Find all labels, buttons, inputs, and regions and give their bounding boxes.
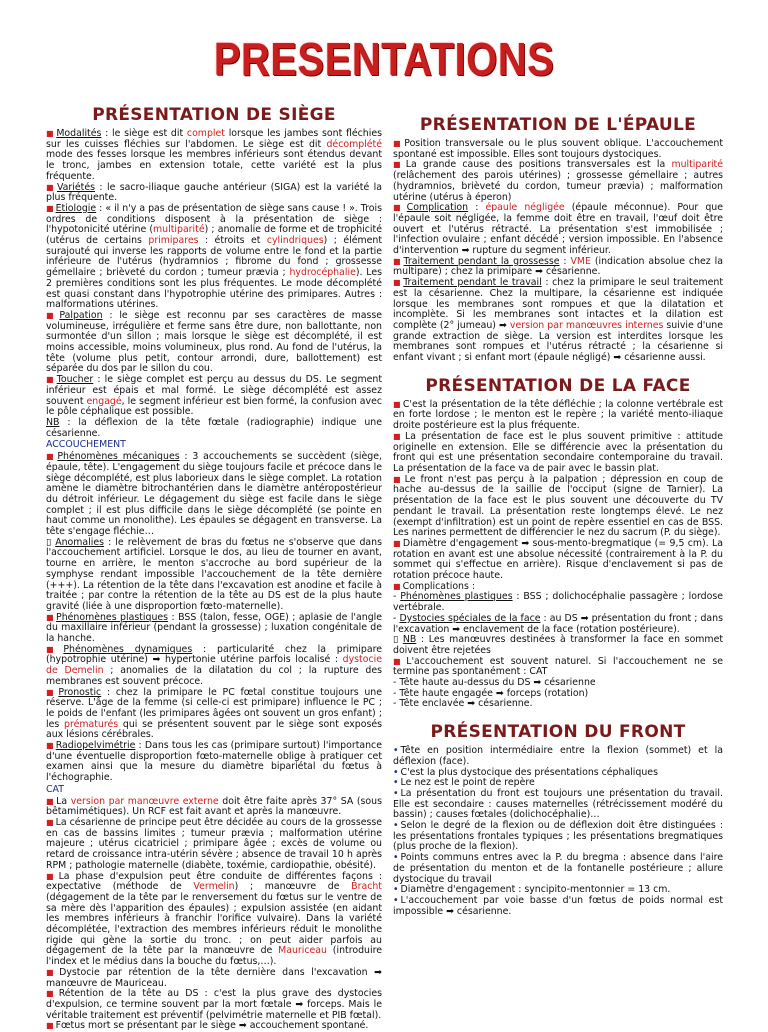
heading-siege: PRÉSENTATION DE SIÈGE bbox=[92, 105, 336, 125]
square-bullet-icon: ■ bbox=[46, 612, 55, 622]
square-bullet-icon: ■ bbox=[393, 399, 401, 409]
list-item-front: • Diamètre d'engagement : syncipito-mentonnier = 13 cm. bbox=[393, 884, 671, 896]
square-bullet-icon: ■ bbox=[393, 203, 405, 213]
paragraph-face-dystocies: - Dystocies spéciales de la face : au DS ➡ présentation du front ; dans l'excavation ➡ enclavement de la face (rotation postérieure). bbox=[393, 612, 723, 635]
square-bullet-icon: ■ bbox=[393, 256, 402, 266]
square-bullet-icon: ■ bbox=[46, 741, 54, 751]
square-bullet-icon: ■ bbox=[393, 278, 402, 288]
paragraph-face-palpation: ■ Le front n'est pas perçu à la palpation ; dépression en coup de hache au-dessus de la saillie de l'occiput (signe de Tarnier). La présentation de la face est le plus souvent une découverte du TV pendant le travail. La présentation reste longtemps élevé. Le nez (exempt d'infiltration) est un point de repère essentiel en cas de BSS. Les narines permettent de différencier le nez du sacrum (P. du siège). bbox=[393, 473, 723, 539]
bullet-dot-icon: • bbox=[393, 777, 399, 789]
list-item-face-2: - Tête haute engagée ➡ forceps (rotation) bbox=[393, 687, 589, 699]
paragraph-epaule-complication: ■ Complication : épaule négligée (épaule méconnue). Pour que l'épaule soit négligée, la femme doit être en travail, l'œuf doit être ouvert et l'utérus rétracté. La présentation s'est immobilisée ; l'infection ovulaire ; enfant décédé ; version impossible. En l'absence d'intervention ➡ rupture du segment inférieur. bbox=[393, 202, 724, 257]
paragraph-epaule-grossesse: ■ Traitement pendant la grossesse : VME (indication absolue chez la multipare) ; chez la primipare ➡ césarienne. bbox=[393, 255, 723, 278]
heading-face: PRÉSENTATION DE LA FACE bbox=[425, 375, 691, 396]
list-item-face-1: - Tête haute au-dessus du DS ➡ césarienne bbox=[393, 677, 596, 689]
paragraph-cat-cesarienne: ■ La césarienne de principe peut être décidée au cours de la grossesse en cas de bassins limites ; tumeur prævia ; malformation utérine majeure ; utérus cicatriciel ; primipare âgée ; excès de volume ou retard de croissance intra-utérin sévère ; absence de travail 10 h après RPM ; pathologie maternelle (diabète, toxémie, cardiopathie, obésité). bbox=[46, 817, 383, 871]
list-item-front: • La présentation du front est toujours une présentation du travail. Elle est secondaire : causes maternelles (rétrécissement modéré du bassin) ; causes fœtales (dolichocéphalie)… bbox=[393, 787, 723, 821]
paragraph-cat-dystocie: ■ Dystocie par rétention de la tête dernière dans l'excavation ➡ manœuvre de Mauriceau. bbox=[46, 966, 382, 989]
paragraph-etiologie: ■ Etiologie : « il n'y a pas de présentation de siège sans cause ! ». Trois ordres de conditions disposent à la présentation de siège : l'hypotonicité utérine (multiparité) ; anomalie de forme et de trophicité (utérus de certains primipares : étroits et cylindriques) ; élément surajouté qui inverse les rapports de volume entre le fond et la partie inférieure de l'utérus (hydramnios ; fibrome du fond ; grossesse gémellaire ; brièveté du cordon ; tumeur prævia ; hydrocéphalie). Les 2 premières conditions sont les plus fréquentes. Le mode décomplété est quasi constant dans l'hypotrophie utérine des primipares. Autres : malformations utérines. bbox=[46, 202, 383, 311]
paragraph-radiopelvimetrie: ■ Radiopelvimétrie : Dans tous les cas (primipare surtout) l'importance d'une éventuelle disproportion fœto-maternelle oblige à pratiquer cet examen ainsi que la mesure du diamètre bipariétal du fœtus à l'échographie. bbox=[46, 740, 382, 784]
list-item-front: • Tête en position intermédiaire entre la flexion (sommet) et la déflexion (face). bbox=[393, 745, 723, 767]
paragraph-varietes: ■ Variétés : le sacro-iliaque gauche antérieur (SIGA) est la variété la plus fréquente. bbox=[46, 181, 382, 204]
paragraph-cat-retention: ■ Rétention de la tête au DS : c'est la plus grave des dystocies d'expulsion, ce termine souvent par la mort fœtale ➡ forceps. Mais le véritable traitement est préventif (pelvimétrie maternelle et PIB fœtal). bbox=[46, 988, 382, 1021]
paragraph-face-complications: ■ Complications : bbox=[393, 580, 476, 592]
list-item-front: • Le nez est le point de repère bbox=[393, 777, 535, 789]
bullet-dot-icon: • bbox=[393, 766, 399, 778]
hollow-square-icon: ▯ bbox=[46, 536, 56, 548]
square-bullet-icon: ■ bbox=[393, 656, 405, 666]
list-item-face-3: - Tête enclavée ➡ césarienne. bbox=[393, 698, 533, 710]
square-bullet-icon: ■ bbox=[393, 160, 404, 170]
paragraph-face-primitive: ■ La présentation de face est le plus souvent primitive : attitude originelle en extension. Elle se différencie avec la présentation du front qui est une présentation secondaire contemporaine du travail. La présentation de la face va de pair avec le bassin plat. bbox=[393, 430, 724, 474]
square-bullet-icon: ■ bbox=[46, 818, 54, 827]
square-bullet-icon: ■ bbox=[393, 139, 403, 148]
paragraph-cat-foetus-mort: ■ Fœtus mort se présentant par le siège ➡ accouchement spontané. bbox=[46, 1020, 369, 1032]
paragraph-cat-expulsion: ■ La phase d'expulsion peut être conduite de différentes façons : expectative (méthode de Vermelin) ; manœuvre de Bracht (dégagement de la tête par le renversement du fœtus sur le ventre de sa mère dès l'apparition des épaules) ; expulsion assistée (en aidant les membres inférieurs à franchir l'orifice vulvaire). Dans la variété décomplétée, l'extraction des membres inférieurs réduit le monolithe rigide qui gène la sortie du tronc. ; on peut aider parfois au dégagement de la tête par la manœuvre de Mauriceau (introduire l'index et le médius dans la bouche du fœtus,…). bbox=[46, 870, 383, 968]
column-siege bbox=[46, 105, 382, 1032]
square-bullet-icon: ■ bbox=[393, 431, 404, 441]
paragraph-face-plastiques: - Phénomènes plastiques : BSS ; dolichocéphalie passagère ; lordose vertébrale. bbox=[393, 591, 723, 614]
square-bullet-icon: ■ bbox=[46, 967, 58, 977]
bullet-dot-icon: • bbox=[393, 895, 399, 906]
list-item-front: • L'accouchement par voie basse d'un fœtus de poids normal est impossible ➡ césarienne. bbox=[393, 895, 723, 917]
paragraph-face-definition: ■ C'est la présentation de la tête défléchie ; la colonne vertébrale est en forte lordose ; le menton est le repère ; la variété mento-iliaque droite postérieure est la plus fréquente. bbox=[393, 398, 724, 432]
square-bullet-icon: ■ bbox=[46, 182, 55, 192]
square-bullet-icon: ■ bbox=[46, 310, 58, 320]
square-bullet-icon: ■ bbox=[46, 375, 55, 385]
bullet-dot-icon: • bbox=[393, 884, 399, 896]
square-bullet-icon: ■ bbox=[46, 796, 55, 806]
paragraph-anomalies: ▯ Anomalies : le relèvement de bras du fœtus ne s'observe que dans l'accouchement artificiel. Lorsque le dos, au lieu de tourner en avant, tourne en arrière, le menton s'accroche au bord supérieur de la symphyse rendant impossible l'accouchement de la tête dernière (+++). La rétention de la tête dans l'excavation est anodine et facile à traitée ; par contre la rétention de la tête au DS est de la plus haute gravité (liée à une disproportion fœto-maternelle). bbox=[46, 536, 382, 612]
paragraph-face-accouchement: ■ L'accouchement est souvent naturel. Si l'accouchement ne se termine pas spontanément : CAT bbox=[393, 655, 723, 678]
bullet-dot-icon: • bbox=[393, 787, 399, 799]
bullet-dot-icon: • bbox=[393, 852, 399, 864]
square-bullet-icon: ■ bbox=[393, 581, 401, 591]
paragraph-epaule-travail: ■ Traitement pendant le travail : chez la primipare le seul traitement est la césarienne. Chez la multipare, la césarienne est indiquée lorsque les membranes sont rompues et que la dilatation et incomplète. Si les membranes sont intactes et la dilation est complète (2° jumeau) ➡ version par manœuvres internes suivie d'une grande extraction de siège. La version est interdites lorsque les membranes sont rompues et l'utérus rétracté ; la césarienne si enfant vivant ; si enfant mort (épaule négligé) ➡ césarienne aussi. bbox=[393, 277, 724, 364]
paragraph-face-diametre: ■ Diamètre d'engagement ➡ sous-mento-bregmatique (= 9,5 cm). La rotation en avant est une absolue nécessité (contrairement à la P. du sommet qui s'effectue en arrière). Risque d'enclavement si pas de rotation précoce haute. bbox=[393, 537, 723, 582]
list-item-front: • Points communs entres avec la P. du bregma : absence dans l'aire de présentation du menton et de la fontanelle postérieure ; allure dystocique du travail bbox=[393, 852, 723, 885]
paragraph-nb-siege: NB : la déflexion de la tête fœtale (radiographie) indique une césarienne. bbox=[46, 416, 382, 439]
paragraph-mecaniques: ■ Phénomènes mécaniques : 3 accouchements se succèdent (siège, épaule, tête). L'engagement du siège toujours facile et précoce dans le siège décomplété, est plus laborieux dans le siège complet. La rotation amène le diamètre bitrochantérien dans le diamètre antéropostérieur du détroit inférieur. Le dégagement du siège est facile dans le siège complet ; il est plus difficile dans le siège décomplété (se pointe en haut comme un monolithe). Les épaules se dégagent en transverse. La tête s'engage fléchie… bbox=[46, 451, 383, 538]
paragraph-plastiques: ■ Phénomènes plastiques : BSS (talon, fesse, OGE) ; aplasie de l'angle du maxillaire inférieur (pendant la grossesse) ; luxation congénitale de la hanche. bbox=[46, 611, 383, 645]
square-bullet-icon: ■ bbox=[46, 203, 54, 213]
column-right bbox=[393, 115, 723, 917]
square-bullet-icon: ■ bbox=[46, 989, 57, 999]
paragraph-dynamiques: ■ Phénomènes dynamiques : particularité chez la primipare (hypotrophie utérine) ➡ hypertonie utérine parfois localisé : dystocie de Demelin ; anomalies de la dilatation du col ; la rupture des membranes est souvent précoce. bbox=[46, 643, 383, 687]
list-item-front: • C'est la plus dystocique des présentations céphaliques bbox=[393, 766, 658, 778]
paragraph-face-nb: ▯ NB : Les manœuvres destinées à transformer la face en sommet doivent être rejetées bbox=[393, 634, 724, 656]
hollow-square-icon: ▯ bbox=[393, 634, 403, 646]
subheading-cat: CAT bbox=[46, 783, 64, 795]
bullet-dot-icon: • bbox=[393, 745, 399, 757]
paragraph-palpation: ■ Palpation : le siège est reconnu par ses caractères de masse volumineuse, irrégulière et ferme sans être dure, non ballottante, non surmontée d'un sillon ; mais lorsque le siège est décomplété, il est moins accessible, moins volumineux, plus rond. Au fond de l'utérus, la tête (volume plus petit, contour arrondi, dure, ballottement) est séparée du dos par le sillon du cou. bbox=[46, 309, 382, 375]
square-bullet-icon: ■ bbox=[393, 474, 403, 484]
paragraph-epaule-position: ■ Position transversale ou le plus souvent oblique. L'accouchement spontané est impossible. Elles sont toujours dystociques. bbox=[393, 138, 724, 160]
list-item-front: • Selon le degré de la flexion ou de déflexion doit être distinguées : les présentations frontales typiques ; les présentations bregmatiques (plus proche de la flexion). bbox=[393, 820, 723, 853]
paragraph-epaule-cause: ■ La grande cause des positions transversales est la multiparité (relâchement des parois utérines) ; grossesse gémellaire ; autres (hydramnios, brièveté du cordon, tumeur prævia) ; malformation utérine (utérus à éperon) bbox=[393, 159, 723, 203]
paragraph-cat-version: ■ La version par manœuvre externe doit être faite après 37° SA (sous bêtamimétiques). Un RCF est fait avant et après la manœuvre. bbox=[46, 795, 382, 818]
square-bullet-icon: ■ bbox=[46, 452, 56, 462]
square-bullet-icon: ■ bbox=[46, 871, 57, 881]
page-title: PRESENTATIONS bbox=[213, 34, 555, 86]
paragraph-toucher: ■ Toucher : le siège complet est perçu au dessus du DS. Le segment inférieur est épais et mal formé. Le siège décomplété est assez souvent engagé, le segment inférieur est bien formé, la confusion avec le pôle céphalique est possible. bbox=[46, 374, 383, 418]
bullet-dot-icon: • bbox=[393, 820, 399, 832]
heading-front: PRÉSENTATION DU FRONT bbox=[430, 722, 686, 743]
paragraph-pronostic: ■ Pronostic : chez la primipare le PC fœtal constitue toujours une réserve. L'âge de la femme (si celle-ci est primipare) influence le PC ; le poids de l'enfant (les primipares âgées ont souvent un gros enfant) ; les prématurés qui se présentent souvent par le siège sont exposés aux lésions cérébrales. bbox=[46, 686, 383, 741]
square-bullet-icon: ■ bbox=[46, 687, 57, 697]
square-bullet-icon: ■ bbox=[46, 1021, 54, 1031]
square-bullet-icon: ■ bbox=[46, 129, 55, 138]
heading-epaule: PRÉSENTATION DE L'ÉPAULE bbox=[419, 115, 697, 135]
square-bullet-icon: ■ bbox=[46, 644, 62, 654]
square-bullet-icon: ■ bbox=[393, 538, 401, 548]
subheading-accouchement: ACCOUCHEMENT bbox=[46, 439, 126, 451]
paragraph-modalites: ■ Modalités : le siège est dit complet lorsque les jambes sont fléchies sur les cuisses fléchies sur l'abdomen. Le siège est dit décomplété mode des fesses lorsque les membres inférieurs sont étendus devant le tronc, jambes en extension totale, cette variété est la plus fréquente. bbox=[46, 128, 383, 182]
